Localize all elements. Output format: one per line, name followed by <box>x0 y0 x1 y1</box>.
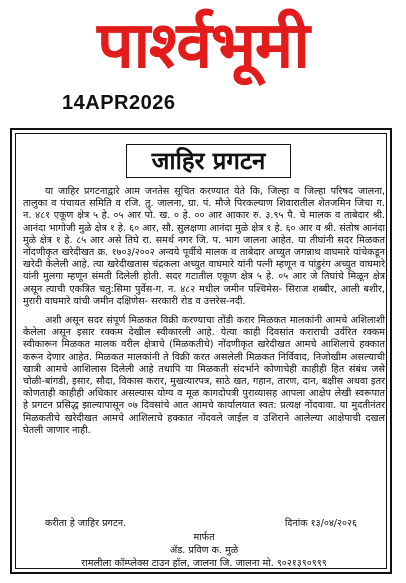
advocate-address: रामलीला कॉम्प्लेक्स टाउन हॉल, जालना जि. जालना मो. ९०२१३९०९९९ <box>81 558 327 569</box>
notice-paragraph-2: अशी असून सदर संपूर्ण मिळकत विक्री करण्याचा तोंडी करार मिळकत मालकांनी आमचे अशिलाशी केलेला असून इसार रक्कम देखील स्वीकारली आहे. येत्या काही दिवसांत कराराची उर्वरित रक्कम स्वीकारून मिळकत मालक वरील क्षेत्राचे (मिळकतीचे) नोंदणीकृत खरेदीखत आमचे आशिलाचे हक्कात करून देणार आहेत. मिळकत मालकांनी ते विक्री करत असलेली मिळकत निर्विवाद, निजोखीम असल्याची खात्री आमचे आशिलास दिलेली आहे तथापि या मिळकती संदर्भाने कोणाचेही काहीही हित संबंध जसे चोळी-बांगडी, इसार, सौदा, विकास करार, मुखत्यारपत्र, साठे खत, गहान, तारण, दान, बक्षीस अथवा इतर कोणताही काहीही अधिकार असल्यास योग्य व मूळ कागदोपत्री पुराव्यासह आपला आक्षेप लेखी स्वरूपात हे प्रगटन प्रसिद्ध झाल्यापासून ०७ दिवसांचे आत आमचे कार्यालयात स्वत: प्रत्यक्ष नोंदवावा. या मुदतीनंतर मिळकतीचे खरेदीखत आमचे आशिलाचे हक्कात नोंदवले जाईल व उशिराने आलेल्या आक्षेपाची दखल घेतली जाणार नाही. <box>23 315 385 436</box>
notice-inner-border <box>15 133 387 569</box>
closing-row <box>23 517 385 531</box>
notice-date: दिनांक १३/०४/२०२६ <box>284 518 357 529</box>
notice-heading: जाहिर प्रगटन <box>126 144 291 178</box>
notice-body <box>23 186 385 437</box>
newspaper-title: पार्श्वभूमी <box>97 9 309 83</box>
notice-paragraph-1: या जाहिर प्रगटनाद्वारे आम जनतेस सूचित करण्यात येते कि, जिल्हा व जिल्हा परिषद जालना, तालुका व पंचायत समिति व रजि. तु. जालना, ग्रा. पं. मौजे पिरकल्याण शिवारातील शेतजमिन जिचा ग. न. ४८१ एकूण क्षेत्र ५ हे. ०५ आर पो. ख. ० हे. ०० आर आकार रु. ३.९५ पै. चे मालक व ताबेदार श्री. आनंदा भागोजी मुळे क्षेत्र १ हे. ६० आर, सौ. सुलक्षणा आनंदा मुळे क्षेत्र १ हे. ६० आर व श्री. संतोष आनंदा मुळे क्षेत्र १ हे. ८५ आर असे तिघे रा. समर्थ नगर जि. प. भाग जालना आहेत. या तीघांनी सदर मिळकत नोंदणीकृत खरेदीखत क्र. १७०३/२००२ अन्वये पूर्वीचे मालक व ताबेदार अच्युत जगन्नाथ वाघमारे यांचेकडून खरेदी केलेली आहे. त्या खरेदीखतास चंद्रकला अच्युत वाघमारे यांनी पत्नी म्हणून व पांडुरंग अच्युत वाघमारे यांनी मुलगा म्हणून संमती दिलेली होती. सदर गटातील एकूण क्षेत्र ५ हे. ०५ आर जे तिघांचे मिळून क्षेत्र असून त्याची एकत्रित चतु:सिमा पुर्वेस-ग. न. ४८२ मधील जमीन पश्चिमेस- सिराज शब्बीर, आली बशीर, मुरारी वाघमारे यांची जमीन दक्षिणेस- सरकारी रोड व उत्तरेस-नदी. <box>23 186 385 307</box>
masthead <box>0 0 406 88</box>
advocate-name: ॲड. प्रविण क. मुळे <box>169 545 239 556</box>
signature-through: मार्फत <box>193 532 215 543</box>
closing-text: करीता हे जाहिर प्रगटन. <box>45 518 127 529</box>
publication-date: 14APR2026 <box>62 92 176 114</box>
public-notice <box>10 128 392 574</box>
